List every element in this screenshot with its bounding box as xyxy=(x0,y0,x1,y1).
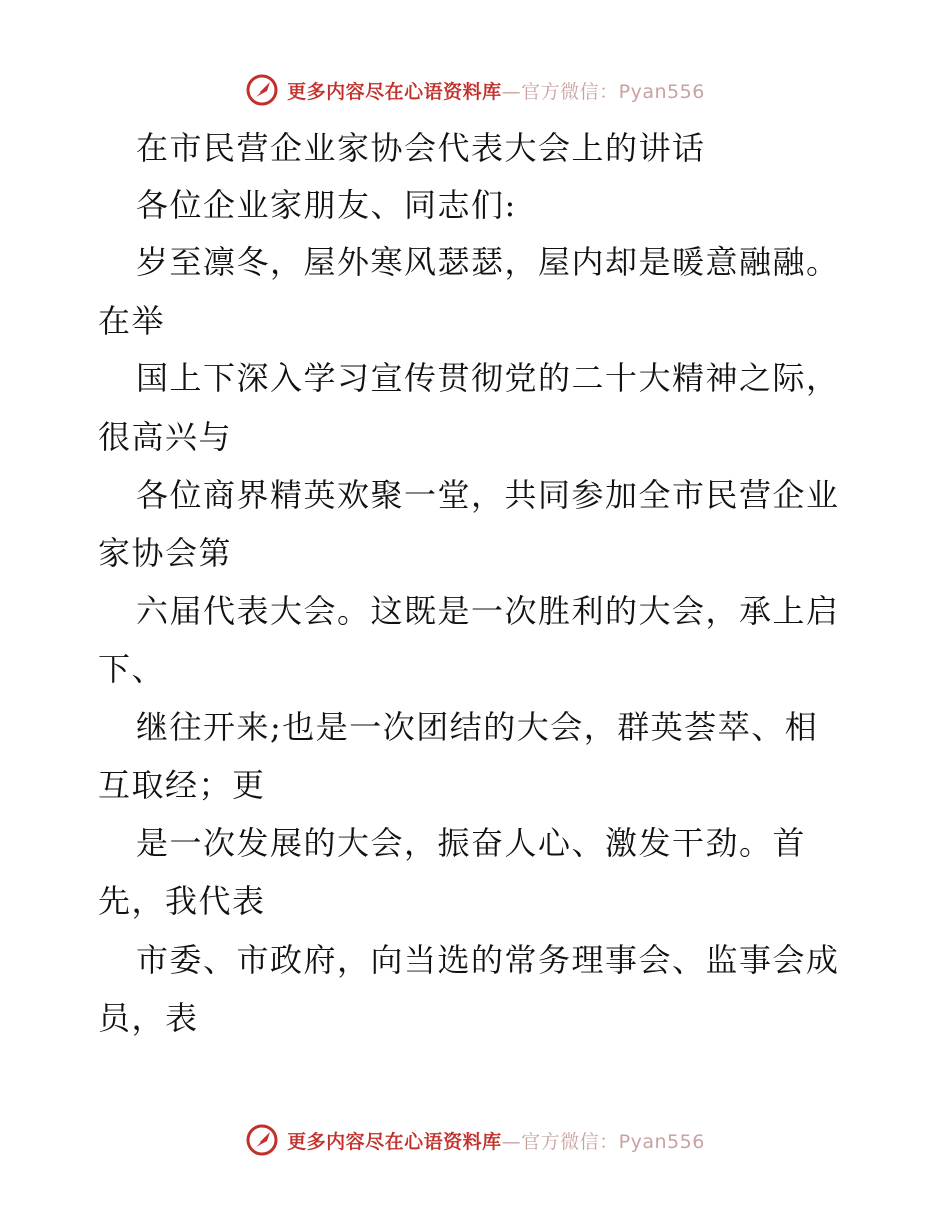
text-line: 很高兴与 xyxy=(98,418,233,456)
quill-logo-icon xyxy=(245,73,279,107)
footer-banner-text xyxy=(287,1127,705,1154)
text-line: 员，表 xyxy=(98,999,199,1037)
text-line: 互取经；更 xyxy=(98,766,266,804)
text-line: 家协会第 xyxy=(98,534,233,572)
header-banner-rest: —官方微信：Pyan556 xyxy=(501,80,705,103)
text-line: 继往开来;也是一次团结的大会，群英荟萃、相 xyxy=(136,708,819,746)
header-banner-text xyxy=(287,77,705,104)
text-line: 国上下深入学习宣传贯彻党的二十大精神之际， xyxy=(136,359,840,397)
text-line: 各位企业家朋友、同志们: xyxy=(136,186,517,224)
header-banner xyxy=(0,70,950,110)
quill-logo-icon xyxy=(245,1123,279,1157)
text-line: 下、 xyxy=(98,650,166,688)
text-line: 各位商界精英欢聚一堂，共同参加全市民营企业 xyxy=(136,476,840,514)
text-line: 市委、市政府，向当选的常务理事会、监事会成 xyxy=(136,941,840,979)
text-line: 是一次发展的大会，振奋人心、激发干劲。首 xyxy=(136,824,807,862)
footer-banner-highlight: 更多内容尽在心语资料库 xyxy=(287,1130,502,1153)
text-line: 岁至凛冬，屋外寒风瑟瑟，屋内却是暖意融融。 xyxy=(136,243,840,281)
text-line: 六届代表大会。这既是一次胜利的大会，承上启 xyxy=(136,592,840,630)
text-line: 在举 xyxy=(98,302,166,340)
document-title: 在市民营企业家协会代表大会上的讲话 xyxy=(136,129,706,167)
header-banner-highlight: 更多内容尽在心语资料库 xyxy=(287,80,502,103)
footer-banner xyxy=(0,1120,950,1160)
footer-banner-rest: —官方微信：Pyan556 xyxy=(501,1130,705,1153)
text-line: 先，我代表 xyxy=(98,882,266,920)
